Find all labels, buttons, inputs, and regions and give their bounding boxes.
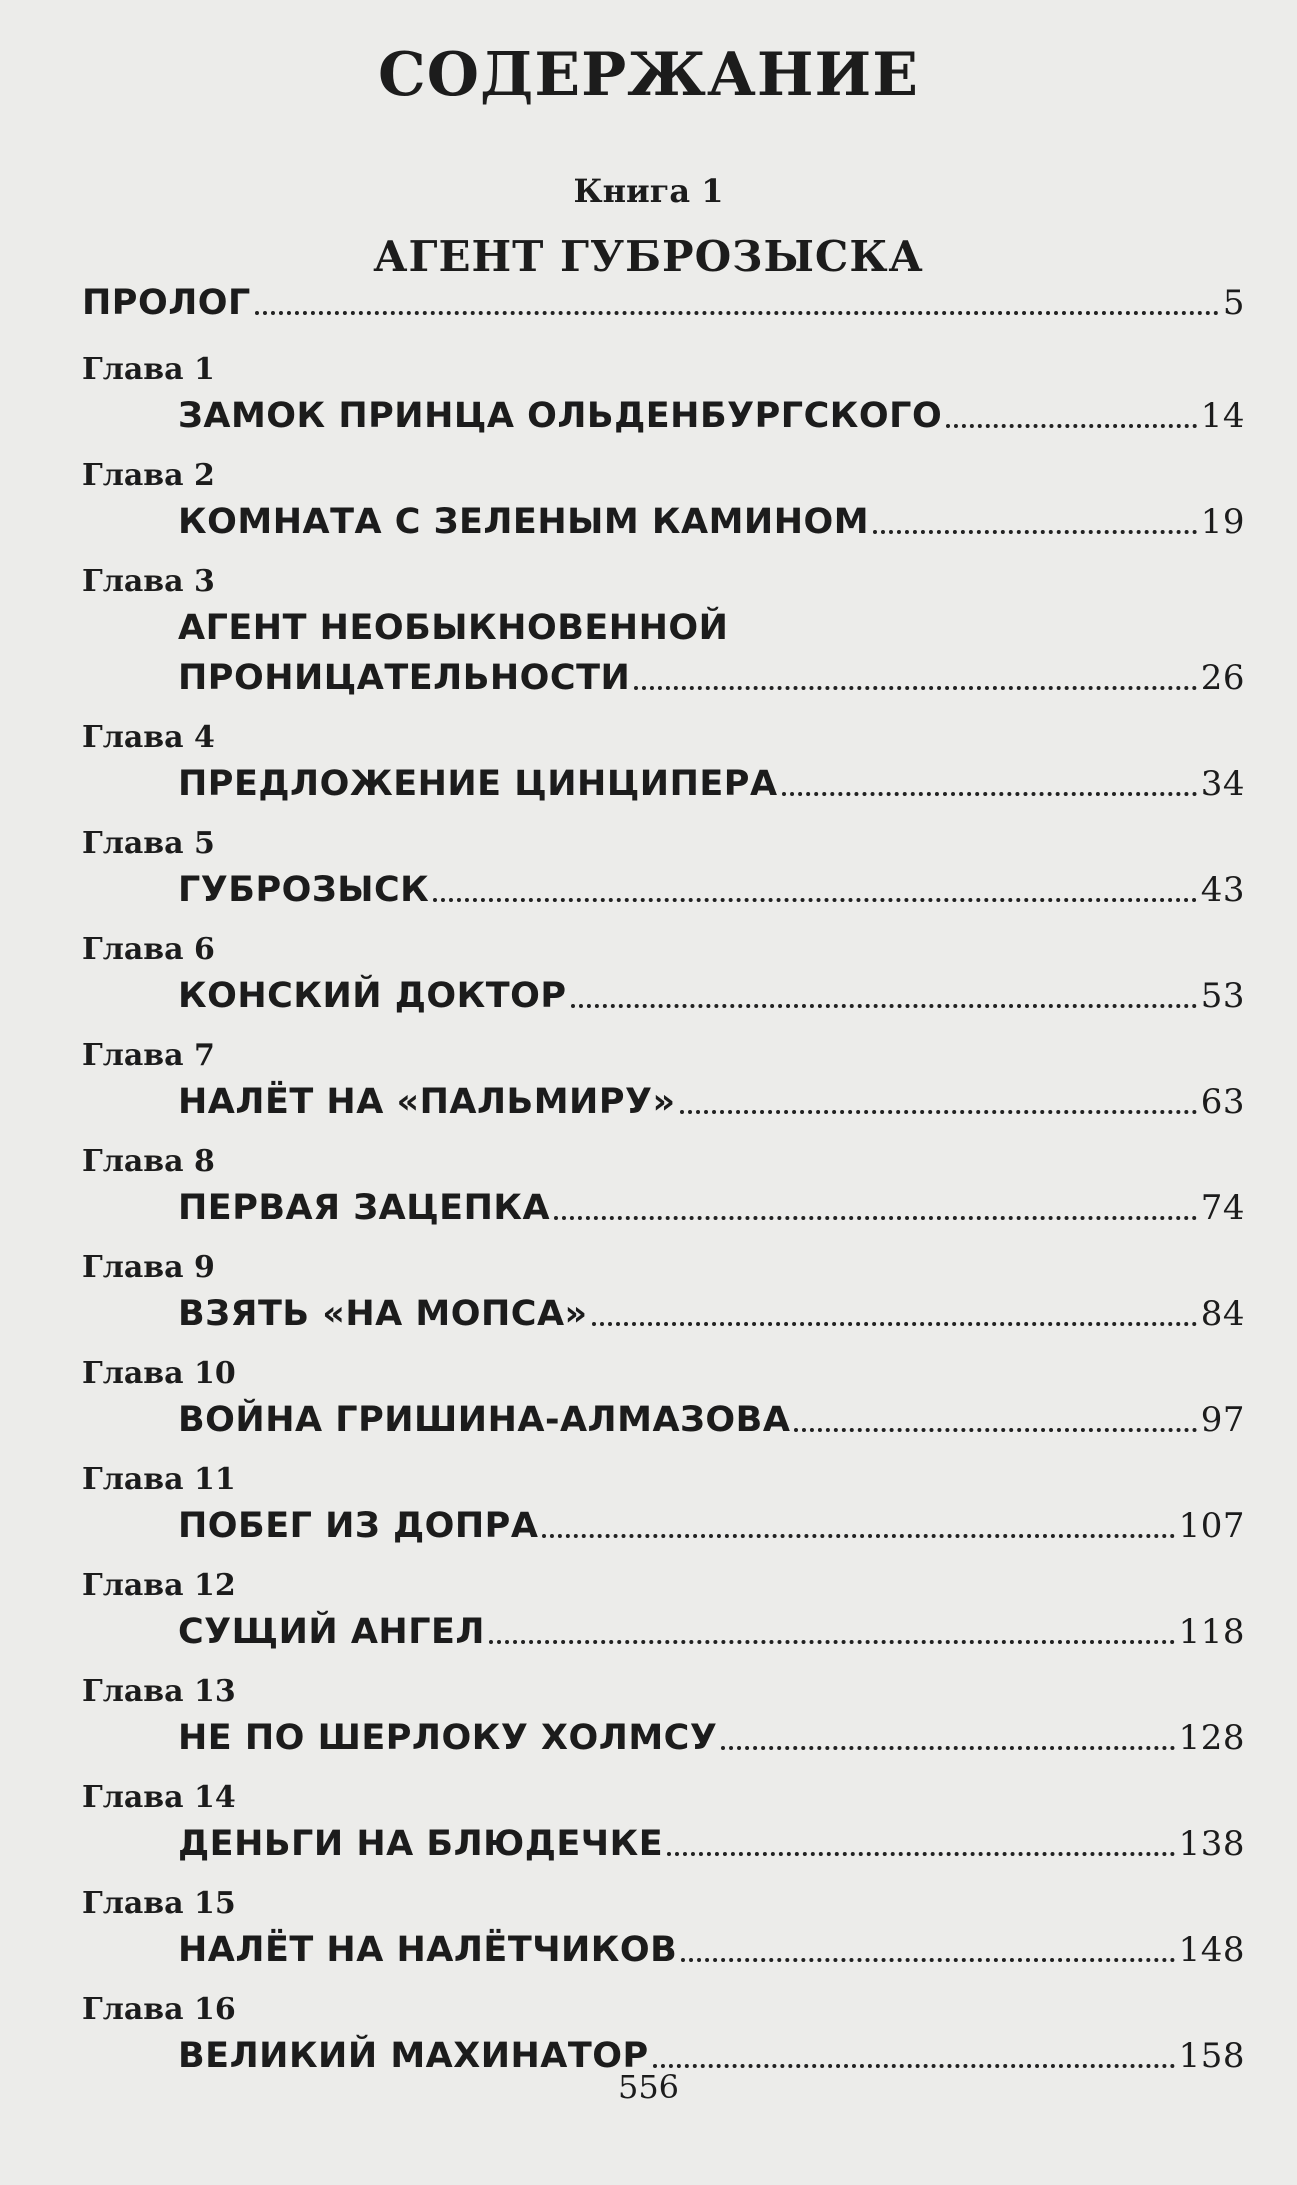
- entry-title: ПРОЛОГ: [82, 283, 251, 323]
- dot-leader: [571, 1003, 1197, 1008]
- chapter-label: Глава 1: [82, 352, 215, 387]
- entry-title: ПЕРВАЯ ЗАЦЕПКА: [178, 1188, 551, 1228]
- chapter-label: Глава 10: [82, 1356, 236, 1391]
- entry-page: 34: [1200, 764, 1245, 804]
- dot-leader: [255, 310, 1219, 315]
- entry-page: 128: [1178, 1718, 1245, 1758]
- toc-entry-chapter-13[interactable]: [178, 1718, 1245, 1758]
- chapter-label: Глава 11: [82, 1462, 236, 1497]
- chapter-label: Глава 14: [82, 1780, 236, 1815]
- entry-page: 74: [1200, 1188, 1245, 1228]
- entry-title: КОМНАТА С ЗЕЛЕНЫМ КАМИНОМ: [178, 502, 870, 542]
- entry-title: НЕ ПО ШЕРЛОКУ ХОЛМСУ: [178, 1718, 718, 1758]
- toc-entry-chapter-11[interactable]: [178, 1506, 1245, 1546]
- entry-page: 118: [1178, 1612, 1245, 1652]
- entry-title: КОНСКИЙ ДОКТОР: [178, 976, 567, 1016]
- chapter-label: Глава 7: [82, 1038, 215, 1073]
- chapter-label: Глава 13: [82, 1674, 236, 1709]
- dot-leader: [681, 1957, 1174, 1962]
- dot-leader: [680, 1109, 1197, 1114]
- chapter-label: Глава 8: [82, 1144, 215, 1179]
- dot-leader: [721, 1745, 1174, 1750]
- book-heading: Книга 1: [573, 172, 724, 210]
- entry-page: 138: [1178, 1824, 1245, 1864]
- entry-title: ПРЕДЛОЖЕНИЕ ЦИНЦИПЕРА: [178, 764, 778, 804]
- entry-page: 148: [1178, 1930, 1245, 1970]
- toc-entry-chapter-3[interactable]: [178, 658, 1245, 698]
- entry-page: 43: [1200, 870, 1245, 910]
- entry-page: 63: [1200, 1082, 1245, 1122]
- toc-entry-chapter-15[interactable]: [178, 1930, 1245, 1970]
- toc-entry-chapter-4[interactable]: [178, 764, 1245, 804]
- entry-page: 19: [1200, 502, 1245, 542]
- entry-page: 107: [1178, 1506, 1245, 1546]
- toc-entry-chapter-5[interactable]: [178, 870, 1245, 910]
- chapter-label: Глава 5: [82, 826, 215, 861]
- chapter-label: Глава 15: [82, 1886, 236, 1921]
- dot-leader: [782, 791, 1197, 796]
- entry-page: 26: [1200, 658, 1245, 698]
- toc-entry-chapter-10[interactable]: [178, 1400, 1245, 1440]
- entry-title: ПРОНИЦАТЕЛЬНОСТИ: [178, 658, 631, 698]
- entry-title: НАЛЁТ НА НАЛЁТЧИКОВ: [178, 1930, 678, 1970]
- page-number: 556: [617, 2068, 680, 2106]
- chapter-label: Глава 9: [82, 1250, 215, 1285]
- entry-page: 53: [1200, 976, 1245, 1016]
- entry-title: ДЕНЬГИ НА БЛЮДЕЧКЕ: [178, 1824, 664, 1864]
- entry-title: НАЛЁТ НА «ПАЛЬМИРУ»: [178, 1082, 676, 1122]
- entry-page: 97: [1200, 1400, 1245, 1440]
- toc-entry-chapter-2[interactable]: [178, 502, 1245, 542]
- toc-entry-chapter-8[interactable]: [178, 1188, 1245, 1228]
- dot-leader: [873, 529, 1197, 534]
- entry-page: 5: [1222, 283, 1245, 323]
- toc-entry-prologue[interactable]: [82, 283, 1245, 323]
- dot-leader: [634, 685, 1196, 690]
- chapter-label: Глава 2: [82, 458, 215, 493]
- part-heading: АГЕНТ ГУБРОЗЫСКА: [373, 232, 924, 281]
- dot-leader: [667, 1851, 1174, 1856]
- chapter-label: Глава 12: [82, 1568, 236, 1603]
- dot-leader: [542, 1533, 1174, 1538]
- entry-title: ПОБЕГ ИЗ ДОПРА: [178, 1506, 539, 1546]
- entry-page: 158: [1178, 2036, 1245, 2076]
- entry-title: ГУБРОЗЫСК: [178, 870, 430, 910]
- toc-entry-chapter-6[interactable]: [178, 976, 1245, 1016]
- toc-entry-chapter-14[interactable]: [178, 1824, 1245, 1864]
- chapter-label: Глава 3: [82, 564, 215, 599]
- entry-title: ВЕЛИКИЙ МАХИНАТОР: [178, 2036, 649, 2076]
- dot-leader: [433, 897, 1196, 902]
- dot-leader: [946, 423, 1197, 428]
- page-title: СОДЕРЖАНИЕ: [378, 40, 919, 110]
- entry-page: 84: [1200, 1294, 1245, 1334]
- chapter-label: Глава 6: [82, 932, 215, 967]
- chapter-label: Глава 16: [82, 1992, 236, 2027]
- toc-entry-chapter-9[interactable]: [178, 1294, 1245, 1334]
- entry-page: 14: [1200, 396, 1245, 436]
- entry-title: ЗАМОК ПРИНЦА ОЛЬДЕНБУРГСКОГО: [178, 396, 943, 436]
- dot-leader: [794, 1427, 1196, 1432]
- entry-title-line: АГЕНТ НЕОБЫКНОВЕННОЙ: [178, 608, 729, 648]
- dot-leader: [554, 1215, 1197, 1220]
- dot-leader: [592, 1321, 1197, 1326]
- entry-title: ВОЙНА ГРИШИНА-АЛМАЗОВА: [178, 1400, 791, 1440]
- chapter-label: Глава 4: [82, 720, 215, 755]
- entry-title: ВЗЯТЬ «НА МОПСА»: [178, 1294, 588, 1334]
- dot-leader: [489, 1639, 1175, 1644]
- entry-title: СУЩИЙ АНГЕЛ: [178, 1612, 485, 1652]
- toc-entry-chapter-1[interactable]: [178, 396, 1245, 436]
- toc-entry-chapter-7[interactable]: [178, 1082, 1245, 1122]
- toc-entry-chapter-12[interactable]: [178, 1612, 1245, 1652]
